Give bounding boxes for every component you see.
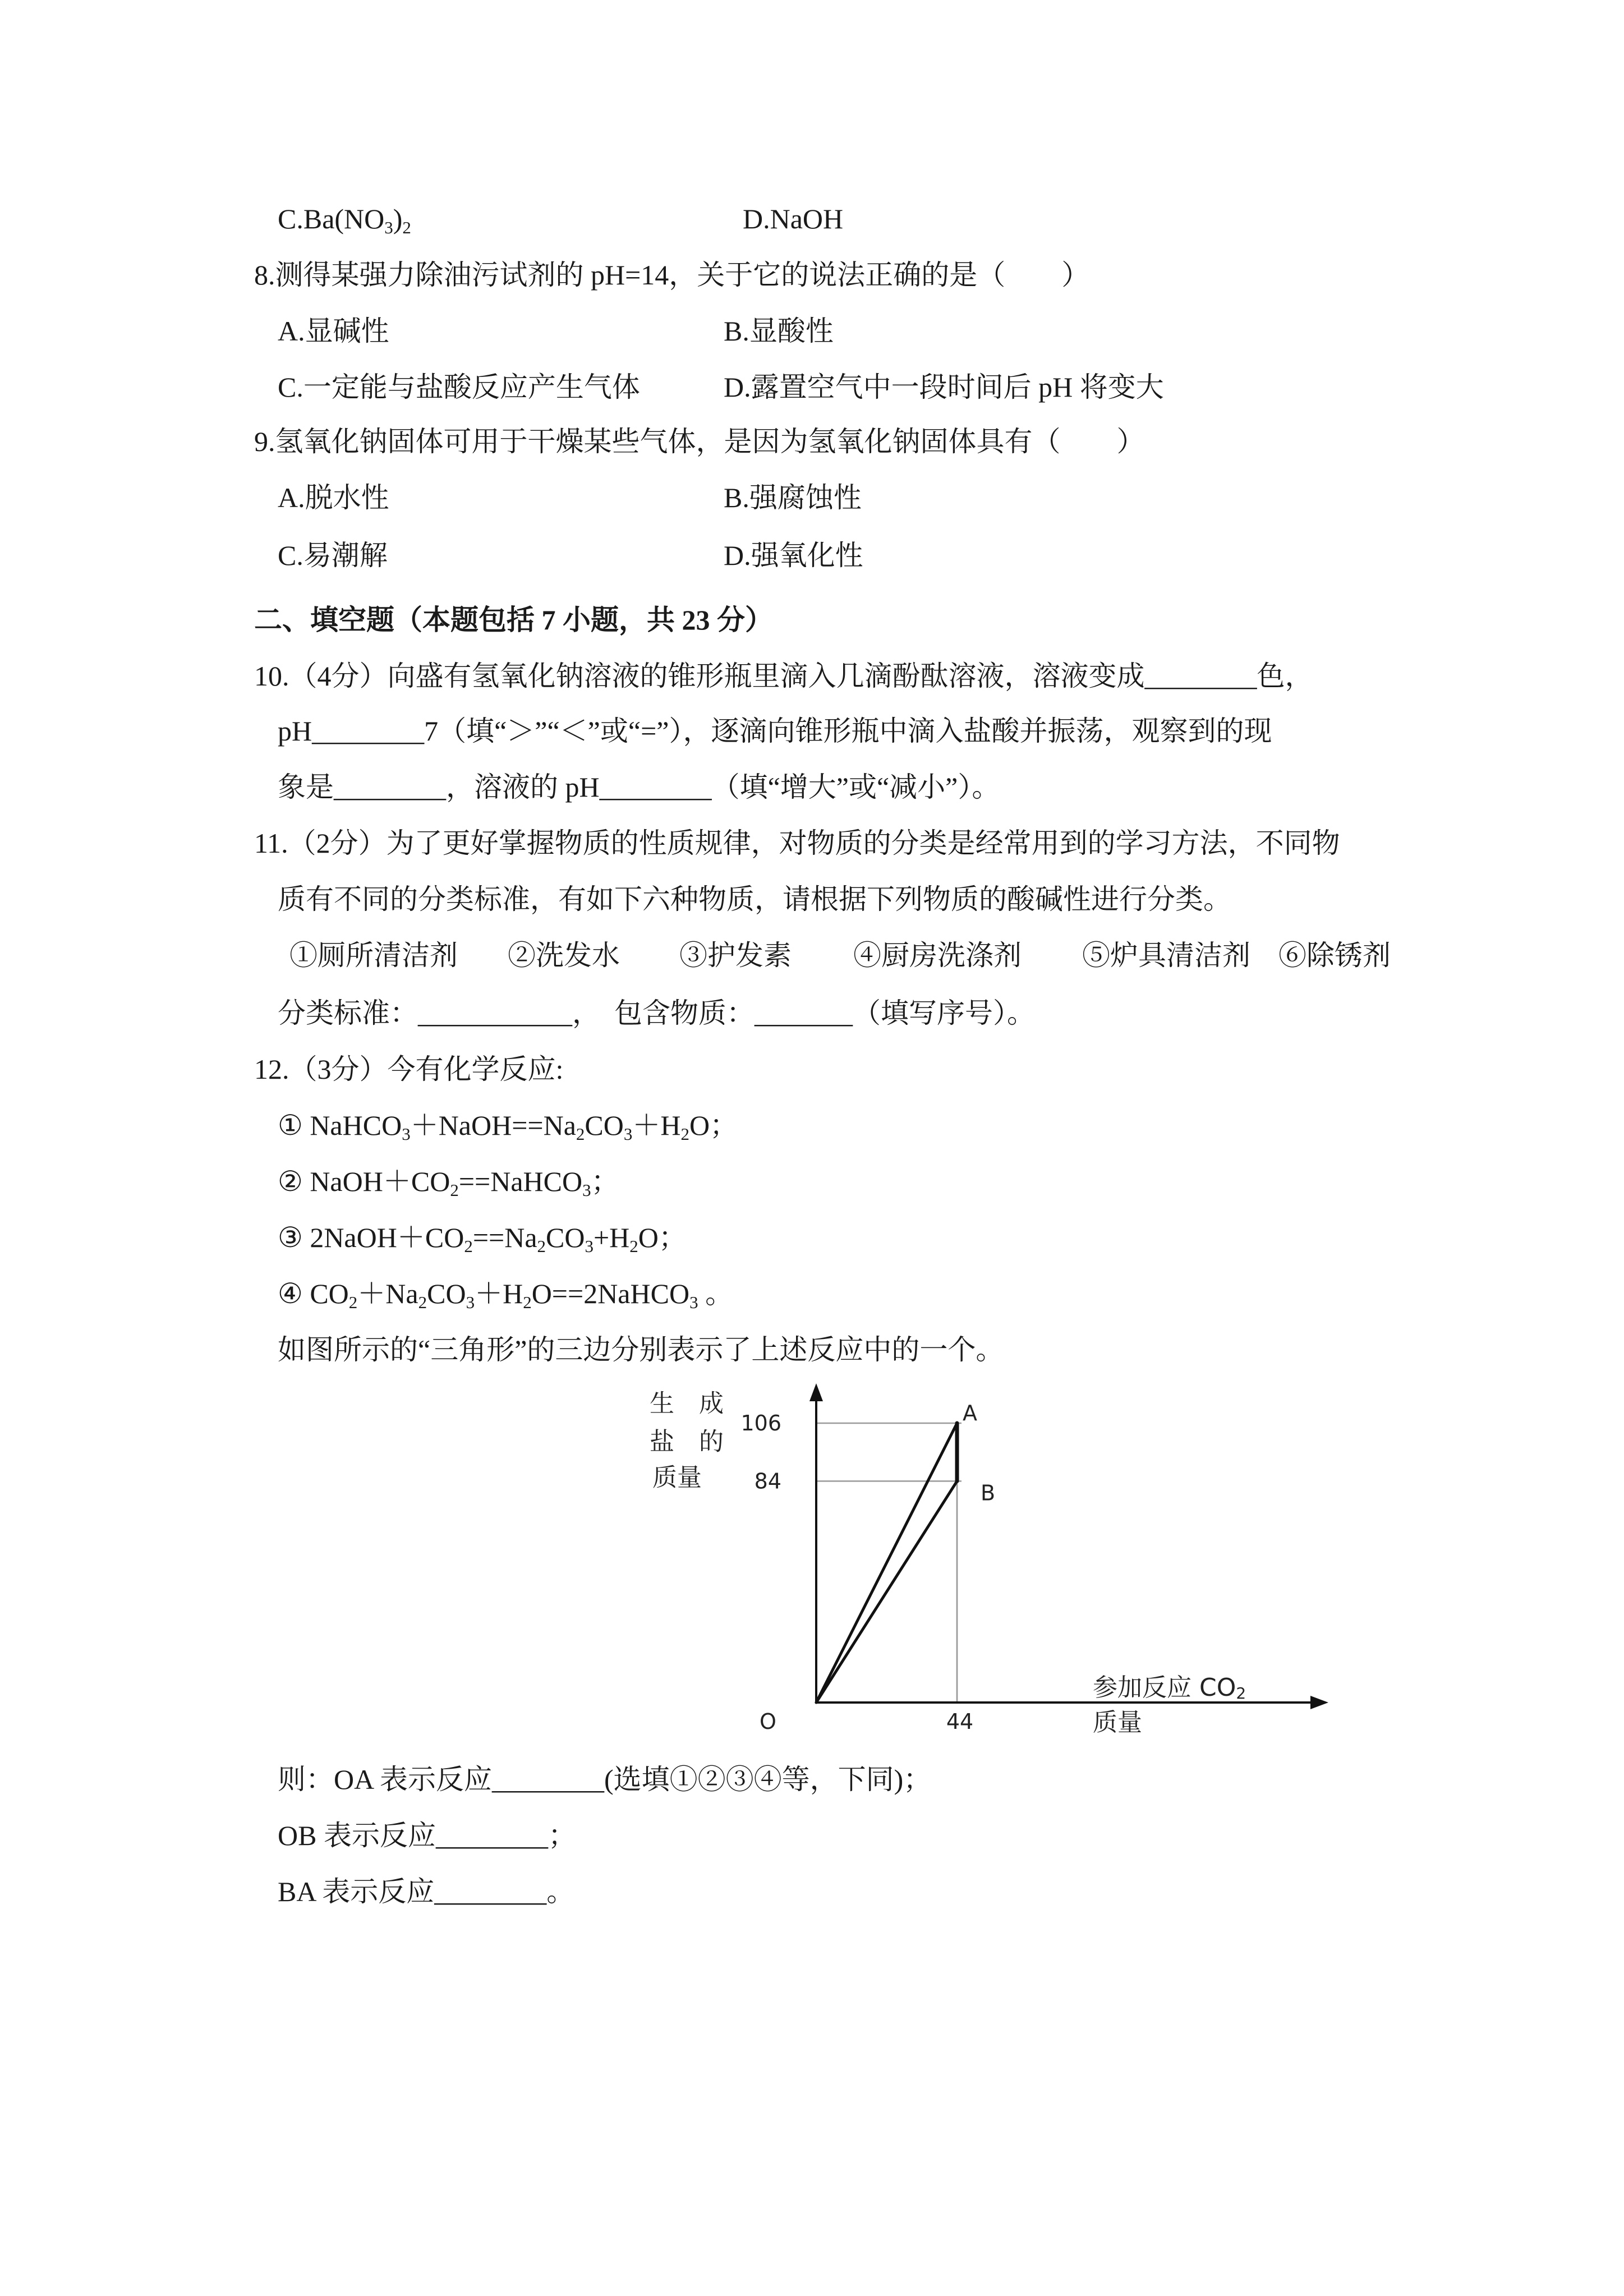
text-run: CO — [427, 1278, 466, 1309]
subscript: 2 — [402, 218, 411, 237]
y-axis-arrow — [809, 1383, 823, 1401]
y-axis-label-line: 盐 的 — [650, 1427, 724, 1456]
q12-reaction-1 — [278, 1097, 738, 1153]
salt-mass-vs-co2-chart — [617, 1369, 1358, 1750]
subscript: 3 — [582, 1180, 591, 1200]
subscript: 2 — [464, 1236, 473, 1256]
q12-stem: 12.（3分）今有化学反应: — [254, 1053, 564, 1085]
q11-substance: ④厨房洗涤剂 — [853, 940, 1022, 971]
q11-substance: ③护发素 — [679, 940, 792, 971]
q12-figure-intro: 如图所示的“三角形”的三边分别表示了上述反应中的一个。 — [278, 1334, 1004, 1365]
subscript: 3 — [689, 1292, 698, 1312]
q11-line-2: 质有不同的分类标准，有如下六种物质，请根据下列物质的酸碱性进行分类。 — [278, 884, 1231, 915]
q12-reaction-3 — [278, 1209, 687, 1266]
subscript: 2 — [450, 1180, 459, 1200]
text-run: O； — [689, 1110, 738, 1141]
q11-answer-line: 分类标准：___________， 包含物质：_______（填写序号）。 — [278, 997, 1035, 1029]
q12-answer-oa: 则：OA 表示反应________(选填①②③④等，下同)； — [278, 1764, 932, 1795]
x-axis-label-text: 质量 — [1093, 1708, 1142, 1737]
q10-line-3: 象是________，溶液的 pH________（填“增大”或“减小”）。 — [278, 771, 1000, 803]
subscript: 2 — [348, 1292, 358, 1312]
subscript: 2 — [418, 1292, 427, 1312]
section-heading: 二、填空题（本题包括 7 小题，共 23 分） — [254, 604, 773, 636]
text-run: O； — [638, 1222, 687, 1253]
text-run: C.Ba(NO — [278, 203, 385, 234]
text-run: ) — [393, 203, 403, 234]
text-run: ④ CO — [278, 1278, 349, 1309]
text-run: ＋H — [632, 1110, 681, 1141]
q9-option-a: A.脱水性 — [278, 482, 389, 513]
q9-option-c: C.易潮解 — [278, 540, 388, 571]
x-axis-label-line — [1093, 1673, 1246, 1703]
text-run: O==2NaHCO — [531, 1278, 690, 1309]
subscript: 2 — [537, 1236, 546, 1256]
point-label-a: A — [963, 1401, 978, 1426]
y-axis-label-line: 质量 — [652, 1463, 702, 1492]
text-run: ==NaHCO — [458, 1166, 583, 1197]
subscript: 3 — [623, 1124, 633, 1144]
subscript: 3 — [402, 1124, 411, 1144]
text-run: ② NaOH＋CO — [278, 1166, 450, 1197]
q8-stem: 8.测得某强力除油污试剂的 pH=14，关于它的说法正确的是（ ） — [254, 259, 1090, 291]
q12-answer-ob: OB 表示反应________； — [278, 1820, 576, 1851]
q9-stem: 9.氢氧化钠固体可用于干燥某些气体，是因为氢氧化钠固体具有（ ） — [254, 426, 1145, 457]
x-axis-label-text: 参加反应 CO — [1093, 1673, 1236, 1702]
text-run: ； — [591, 1166, 619, 1197]
subscript: 2 — [576, 1124, 585, 1144]
subscript: 3 — [585, 1236, 594, 1256]
q8-option-b: B.显酸性 — [724, 315, 834, 347]
y-tick-label: 106 — [740, 1411, 781, 1436]
subscript: 2 — [629, 1236, 638, 1256]
text-run: ① NaHCO — [278, 1110, 402, 1141]
point-label-b: B — [980, 1480, 996, 1506]
q12-reaction-2 — [278, 1153, 619, 1209]
q9-option-d: D.强氧化性 — [724, 540, 863, 571]
q12-answer-ba: BA 表示反应________。 — [278, 1876, 575, 1907]
x-axis-label-subscript: 2 — [1236, 1683, 1246, 1703]
q11-substance: ②洗发水 — [508, 940, 620, 971]
q11-substance: ⑤炉具清洁剂 — [1082, 940, 1250, 971]
q8-option-a: A.显碱性 — [278, 315, 389, 347]
q7-option-d: D.NaOH — [743, 203, 844, 234]
text-run: ＋H — [475, 1278, 523, 1309]
text-run: +H — [593, 1222, 630, 1253]
x-axis-arrow — [1310, 1696, 1328, 1709]
y-axis-label-line: 生 成 — [650, 1389, 724, 1418]
text-run: 。 — [698, 1278, 734, 1309]
segment-ob — [816, 1481, 957, 1703]
text-run: ＋NaOH==Na — [410, 1110, 576, 1141]
q8-option-c: C.一定能与盐酸反应产生气体 — [278, 371, 640, 403]
x-tick-label: 44 — [946, 1709, 974, 1734]
text-run: ==Na — [472, 1222, 537, 1253]
subscript: 3 — [466, 1292, 475, 1312]
text-run: ③ 2NaOH＋CO — [278, 1222, 464, 1253]
point-label-o: O — [760, 1709, 776, 1734]
q12-reaction-4 — [278, 1266, 733, 1322]
segment-oa — [816, 1423, 957, 1703]
x-axis-label-line — [1093, 1708, 1142, 1737]
q11-substance: ①厕所清洁剂 — [289, 940, 458, 971]
text-run: ＋Na — [357, 1278, 418, 1309]
text-run: CO — [585, 1110, 624, 1141]
subscript: 2 — [680, 1124, 689, 1144]
y-tick-label: 84 — [754, 1469, 781, 1494]
text-run: CO — [546, 1222, 585, 1253]
q11-line-1: 11.（2分）为了更好掌握物质的性质规律，对物质的分类是经常用到的学习方法，不同物 — [254, 827, 1340, 859]
q11-substance: ⑥除锈剂 — [1278, 940, 1391, 971]
subscript: 3 — [384, 218, 393, 237]
q9-option-b: B.强腐蚀性 — [724, 482, 862, 513]
q10-line-2: pH________7（填“＞”“＜”或“=”），逐滴向锥形瓶中滴入盐酸并振荡，观察到的现 — [278, 715, 1272, 747]
q8-option-d: D.露置空气中一段时间后 pH 将变大 — [724, 371, 1164, 403]
subscript: 2 — [523, 1292, 532, 1312]
q7-option-c — [278, 191, 411, 247]
q10-line-1: 10.（4分）向盛有氢氧化钠溶液的锥形瓶里滴入几滴酚酞溶液，溶液变成________色， — [254, 660, 1313, 692]
